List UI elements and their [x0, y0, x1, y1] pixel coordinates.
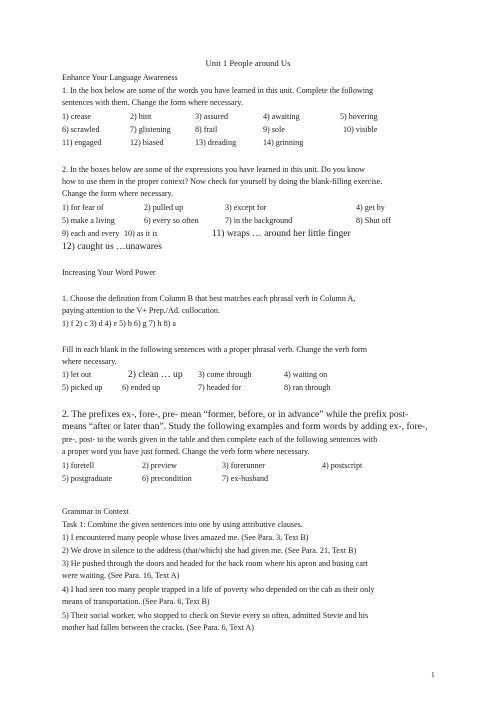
exercise-2-instruction-line: 2. In the boxes below are some of the expressions you have learned in this unit. Do you know: [62, 165, 366, 174]
answer-item: 6) every so often: [144, 216, 199, 225]
answer-item: 7) in the background: [225, 216, 293, 225]
answer-item: 6) scrawled: [62, 125, 100, 134]
answer-item: 2) pulled up: [144, 203, 184, 212]
answer-item: 2) preview: [142, 461, 177, 470]
answer-item: 11) wraps … around her little finger: [212, 228, 351, 239]
answer-item: 10) visible: [343, 125, 378, 134]
fill-instruction-line: Fill in each blank in the following sentences with a proper phrasal verb. Change the verb form: [62, 345, 368, 354]
grammar-answer-line: 5) Their social worker, who stopped to check on Stevie every so often, admitted Stevie and his: [62, 611, 369, 620]
answer-item: 7) headed for: [198, 383, 242, 392]
exercise-2-instruction-line: Change the form where necessary.: [62, 189, 174, 198]
grammar-answer-line: 2) We drove in silence to the address (that/which) she had given me. (See Para. 21, Text B): [62, 546, 357, 555]
section-heading-grammar: Grammar in Context: [62, 507, 129, 516]
answer-item: 3) come through: [198, 370, 252, 379]
answer-item: 3) except for: [225, 203, 267, 212]
answer-item: 10) as it is: [124, 229, 158, 238]
answer-item: 6) ended up: [122, 383, 161, 392]
answer-item: 4) postscript: [322, 461, 363, 470]
answer-item: 5) hovering: [340, 112, 378, 121]
answer-item: 6) precondition: [142, 474, 192, 483]
page-title: Unit 1 People around Us: [205, 58, 291, 68]
grammar-answer-line: 4) I had seen too many people trapped in a life of poverty who depended on the cab as their only: [62, 585, 375, 594]
exercise-2-instruction-line: 2. The prefixes ex-, fore-, pre- mean “former, before, or in advance” while the prefix post-: [62, 409, 409, 420]
answer-item: 8) frail: [195, 125, 218, 134]
answer-item: 5) make a living: [62, 216, 115, 225]
answer-item: 2) hint: [130, 112, 152, 121]
answer-item: 9) sole: [263, 125, 285, 134]
answer-item: 1) for fear of: [62, 203, 104, 212]
grammar-answer-line: mother had fallen between the cracks. (See Para. 6, Text A): [62, 623, 254, 632]
answer-item: 12) caught us …unawares: [62, 241, 162, 252]
page-number: 1: [431, 670, 435, 679]
answer-item: 12) biased: [130, 138, 164, 147]
exercise-2-instruction-line: means “after or later than”. Study the following examples and form words by adding ex-, fore-,: [62, 421, 428, 432]
grammar-answer-line: were waiting. (See Para. 16, Text A): [62, 571, 180, 580]
answer-item: 14) grinning: [263, 138, 304, 147]
answer-item: 8) ran through: [284, 383, 331, 392]
exercise-2-instruction-line: a proper word you have just formed. Change the verb form where necessary.: [62, 447, 310, 456]
answer-item: 7) ex-husband: [222, 474, 269, 483]
answer-item: 2) clean … up: [128, 369, 183, 380]
answer-item: 5) postgraduate: [62, 474, 113, 483]
exercise-1-instruction-line: 1. Choose the definition from Column B that best matches each phrasal verb in Column A,: [62, 294, 356, 303]
grammar-answer-line: means of transportation. (See Para. 6, Text B): [62, 597, 210, 606]
answer-item: 1) crease: [62, 112, 91, 121]
answer-item: 3) forerunner: [222, 461, 265, 470]
grammar-answer-line: 1) I encountered many people whose lives amazed me. (See Para. 3, Text B): [62, 533, 309, 542]
answer-item: 1) foretell: [62, 461, 95, 470]
answer-item: 8) Shut off: [356, 216, 391, 225]
answer-item: 4) waiting on: [284, 370, 328, 379]
task-instruction: Task 1: Combine the given sentences into one by using attributive clauses.: [62, 520, 303, 529]
section-heading-word-power: Increasing Your Word Power: [62, 268, 156, 277]
exercise-1-instruction-line: 1. In the box below are some of the words you have learned in this unit. Complete the following: [62, 86, 374, 95]
section-heading-enhance: Enhance Your Language Awareness: [62, 73, 178, 82]
answer-item: 3) assured: [195, 112, 229, 121]
grammar-answer-line: 3) He pushed through the doors and headed for the back room where his apron and busing cart: [62, 559, 368, 568]
answer-item: 9) each and every: [62, 229, 120, 238]
answer-item: 1) let out: [62, 370, 92, 379]
answer-item: 11) engaged: [62, 138, 102, 147]
answer-key-line: 1) f 2) c 3) d 4) e 5) b 6) g 7) h 8) a: [62, 319, 176, 328]
exercise-1-instruction-line: paying attention to the V+ Prep./Ad. collocation.: [62, 306, 220, 315]
exercise-2-instruction-line: how to use them in the proper context? Now check for yourself by doing the blank-filling exercise.: [62, 177, 383, 186]
answer-item: 13) dreading: [195, 138, 237, 147]
answer-item: 4) awaiting: [263, 112, 300, 121]
exercise-1-instruction-line: sentences with them. Change the form where necessary.: [62, 98, 243, 107]
answer-item: 5) picked up: [62, 383, 103, 392]
exercise-2-instruction-line: pre-, post- to the words given in the table and then complete each of the following sentences with: [62, 435, 378, 444]
answer-item: 7) glistening: [130, 125, 171, 134]
answer-item: 4) get by: [356, 203, 385, 212]
fill-instruction-line: where necessary.: [62, 357, 117, 366]
